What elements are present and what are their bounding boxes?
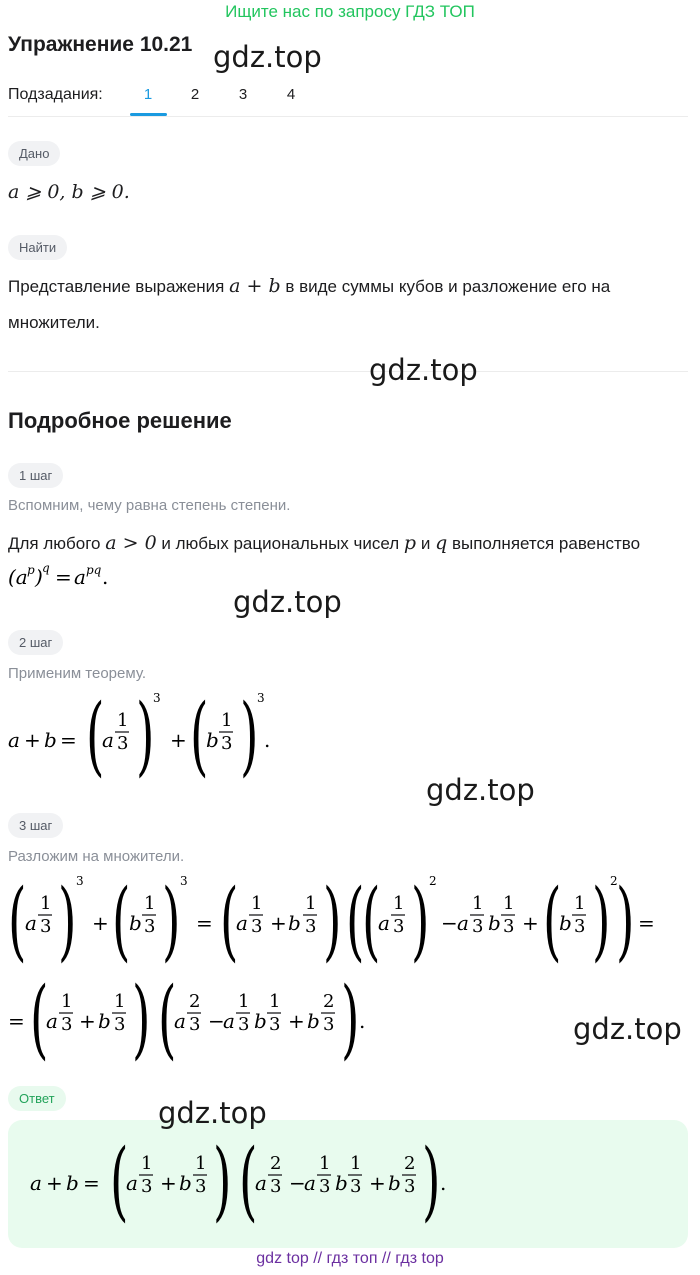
svg-text:b: b <box>335 1171 348 1195</box>
svg-text:b: b <box>206 728 219 752</box>
svg-text:1: 1 <box>574 893 586 914</box>
exercise-title: Упражнение 10.21 <box>8 33 193 56</box>
svg-text:b: b <box>254 1009 267 1033</box>
svg-text:1: 1 <box>319 1153 331 1174</box>
svg-text:=: = <box>60 728 77 752</box>
svg-text:3: 3 <box>189 1014 201 1035</box>
svg-text:b: b <box>559 911 572 935</box>
step-1-formula <box>8 562 128 599</box>
svg-text:3: 3 <box>404 1176 416 1197</box>
svg-text:+: + <box>270 911 287 935</box>
svg-text:3: 3 <box>117 733 129 754</box>
step-2-formula <box>8 690 308 790</box>
answer-formula <box>30 1135 470 1235</box>
svg-text:b: b <box>288 911 301 935</box>
svg-text:b: b <box>98 1009 111 1033</box>
step-2-hint: Применим теорему. <box>8 665 147 682</box>
svg-text:3: 3 <box>141 1176 153 1197</box>
step-1-text-3: и <box>420 534 431 553</box>
svg-text:3: 3 <box>350 1176 362 1197</box>
svg-text:1: 1 <box>141 1153 153 1174</box>
svg-text:1: 1 <box>393 893 405 914</box>
given-badge: Дано <box>8 141 60 166</box>
svg-text:a: a <box>25 911 37 935</box>
svg-text:1: 1 <box>350 1153 362 1174</box>
svg-text:1: 1 <box>238 991 250 1012</box>
svg-text:b: b <box>129 911 142 935</box>
svg-text:.: . <box>359 1009 366 1033</box>
watermark: gdz.top <box>369 353 478 387</box>
svg-text:a: a <box>74 565 86 589</box>
svg-text:3: 3 <box>270 1176 282 1197</box>
svg-text:.: . <box>102 565 109 589</box>
svg-text:+: + <box>170 728 187 752</box>
svg-text:(: ( <box>543 871 562 970</box>
svg-text:3: 3 <box>221 733 233 754</box>
svg-text:b: b <box>179 1171 192 1195</box>
step-3-formula-line-2 <box>8 970 408 1070</box>
svg-text:+: + <box>24 728 41 752</box>
svg-text:3: 3 <box>305 916 317 937</box>
step-1-text-2: и любых рациональных чисел <box>161 534 400 553</box>
svg-text:1: 1 <box>40 893 52 914</box>
watermark: gdz.top <box>213 40 322 74</box>
svg-text:pq: pq <box>86 563 102 577</box>
svg-text:b: b <box>44 728 57 752</box>
svg-text:(: ( <box>112 871 131 970</box>
svg-text:(: ( <box>239 1135 258 1230</box>
svg-text:.: . <box>440 1171 447 1195</box>
svg-text:−: − <box>289 1171 306 1195</box>
svg-text:): ) <box>411 871 430 970</box>
svg-text:1: 1 <box>269 991 281 1012</box>
svg-text:+: + <box>46 1171 63 1195</box>
svg-text:3: 3 <box>61 1014 73 1035</box>
step-1-text-1: Для любого <box>8 534 101 553</box>
svg-text:2: 2 <box>429 874 437 888</box>
find-text-line2: множители. <box>8 313 100 332</box>
svg-text:a: a <box>236 911 248 935</box>
svg-text:a: a <box>8 728 20 752</box>
watermark: gdz.top <box>426 773 535 807</box>
svg-text:b: b <box>388 1171 401 1195</box>
svg-text:1: 1 <box>61 991 73 1012</box>
tab-subtask-2[interactable]: 2 <box>190 86 200 103</box>
step-1-text <box>8 525 693 562</box>
svg-text:(: ( <box>86 690 105 785</box>
svg-text:(a: (a <box>8 565 28 589</box>
watermark: gdz.top <box>158 1096 267 1130</box>
answer-badge: Ответ <box>8 1086 66 1111</box>
svg-text:1: 1 <box>144 893 156 914</box>
svg-text:(: ( <box>158 970 177 1065</box>
step-3-badge: 3 шаг <box>8 813 63 838</box>
svg-text:+: + <box>160 1171 177 1195</box>
svg-text:=: = <box>83 1171 100 1195</box>
step-1-math-2: p <box>403 532 417 554</box>
watermark: gdz.top <box>233 585 342 619</box>
step-1-badge: 1 шаг <box>8 463 63 488</box>
svg-text:3: 3 <box>323 1014 335 1035</box>
svg-text:3: 3 <box>114 1014 126 1035</box>
find-text-after: в виде суммы кубов и разложение его на <box>285 277 611 296</box>
find-text <box>8 268 688 341</box>
svg-text:): ) <box>35 565 43 589</box>
step-1-math-1: a > 0 <box>105 532 157 554</box>
svg-text:a: a <box>457 911 469 935</box>
find-badge: Найти <box>8 235 67 260</box>
solution-heading: Подробное решение <box>8 408 232 433</box>
svg-text:2: 2 <box>323 991 335 1012</box>
step-1-text-4: выполняется равенство <box>451 534 641 553</box>
svg-text:+: + <box>369 1171 386 1195</box>
svg-text:): ) <box>323 871 342 970</box>
svg-text:3: 3 <box>180 874 188 888</box>
tab-subtask-1[interactable]: 1 <box>143 86 153 103</box>
svg-text:3: 3 <box>472 916 484 937</box>
svg-text:2: 2 <box>270 1153 282 1174</box>
svg-text:b: b <box>488 911 501 935</box>
svg-text:): ) <box>58 871 77 970</box>
svg-text:a: a <box>46 1009 58 1033</box>
svg-text:b: b <box>66 1171 79 1195</box>
svg-text:(: ( <box>220 871 239 970</box>
svg-text:1: 1 <box>114 991 126 1012</box>
svg-text:3: 3 <box>153 691 161 705</box>
search-banner[interactable]: Ищите нас по запросу ГДЗ ТОП <box>225 2 475 21</box>
svg-text:(: ( <box>345 871 365 970</box>
svg-text:): ) <box>340 970 360 1065</box>
step-3-formula-line-1 <box>8 870 688 975</box>
svg-text:3: 3 <box>40 916 52 937</box>
svg-text:1: 1 <box>221 710 233 731</box>
svg-text:): ) <box>162 871 181 970</box>
svg-text:a: a <box>255 1171 267 1195</box>
svg-text:3: 3 <box>251 916 263 937</box>
svg-text:1: 1 <box>472 893 484 914</box>
watermark: gdz.top <box>573 1012 682 1046</box>
svg-text:a: a <box>304 1171 316 1195</box>
svg-text:(: ( <box>110 1135 129 1230</box>
svg-text:2: 2 <box>610 874 618 888</box>
svg-text:): ) <box>421 1135 441 1230</box>
given-math: a ⩾ 0, b ⩾ 0. <box>8 181 130 203</box>
svg-text:=: = <box>196 911 213 935</box>
svg-text:3: 3 <box>393 916 405 937</box>
svg-text:): ) <box>136 690 155 785</box>
svg-text:.: . <box>264 728 271 752</box>
svg-text:(: ( <box>190 690 209 785</box>
svg-text:=: = <box>55 565 72 589</box>
svg-text:+: + <box>522 911 539 935</box>
svg-text:3: 3 <box>503 916 515 937</box>
svg-text:1: 1 <box>251 893 263 914</box>
svg-text:3: 3 <box>269 1014 281 1035</box>
svg-text:(: ( <box>8 871 27 970</box>
tab-subtask-3[interactable]: 3 <box>238 86 248 103</box>
svg-text:(: ( <box>29 970 49 1065</box>
svg-text:a: a <box>30 1171 42 1195</box>
svg-text:1: 1 <box>117 710 129 731</box>
svg-text:3: 3 <box>195 1176 207 1197</box>
divider <box>8 371 688 372</box>
svg-text:): ) <box>132 970 151 1065</box>
svg-text:−: − <box>441 911 458 935</box>
svg-text:3: 3 <box>238 1014 250 1035</box>
svg-text:): ) <box>592 871 611 970</box>
svg-text:a: a <box>378 911 390 935</box>
tab-subtask-4[interactable]: 4 <box>286 86 296 103</box>
svg-text:2: 2 <box>189 991 201 1012</box>
svg-text:): ) <box>616 871 635 970</box>
svg-text:3: 3 <box>574 916 586 937</box>
svg-text:=: = <box>8 1009 25 1033</box>
svg-text:3: 3 <box>257 691 265 705</box>
svg-text:1: 1 <box>195 1153 207 1174</box>
svg-text:a: a <box>174 1009 186 1033</box>
svg-text:): ) <box>213 1135 232 1230</box>
step-1-math-3: q <box>435 532 448 554</box>
svg-text:+: + <box>79 1009 96 1033</box>
divider <box>8 116 688 117</box>
subtasks-label: Подзадания: <box>8 86 103 103</box>
find-math: a + b <box>229 275 281 297</box>
svg-text:): ) <box>240 690 259 785</box>
find-text-before: Представление выражения <box>8 277 225 296</box>
svg-text:+: + <box>288 1009 305 1033</box>
svg-text:=: = <box>638 911 655 935</box>
svg-text:a: a <box>223 1009 235 1033</box>
svg-text:+: + <box>92 911 109 935</box>
step-3-hint: Разложим на множители. <box>8 848 185 865</box>
footer-links[interactable]: gdz top // гдз топ // гдз top <box>256 1250 444 1267</box>
svg-text:(: ( <box>362 871 381 970</box>
svg-text:2: 2 <box>404 1153 416 1174</box>
svg-text:1: 1 <box>305 893 317 914</box>
svg-text:p: p <box>27 563 35 577</box>
svg-text:a: a <box>126 1171 138 1195</box>
svg-text:3: 3 <box>319 1176 331 1197</box>
svg-text:q: q <box>42 562 50 575</box>
svg-text:1: 1 <box>503 893 515 914</box>
step-2-badge: 2 шаг <box>8 630 63 655</box>
svg-text:3: 3 <box>144 916 156 937</box>
step-1-hint: Вспомним, чему равна степень степени. <box>8 497 291 514</box>
svg-text:−: − <box>208 1009 225 1033</box>
svg-text:3: 3 <box>76 874 84 888</box>
svg-text:a: a <box>102 728 114 752</box>
svg-text:b: b <box>307 1009 320 1033</box>
